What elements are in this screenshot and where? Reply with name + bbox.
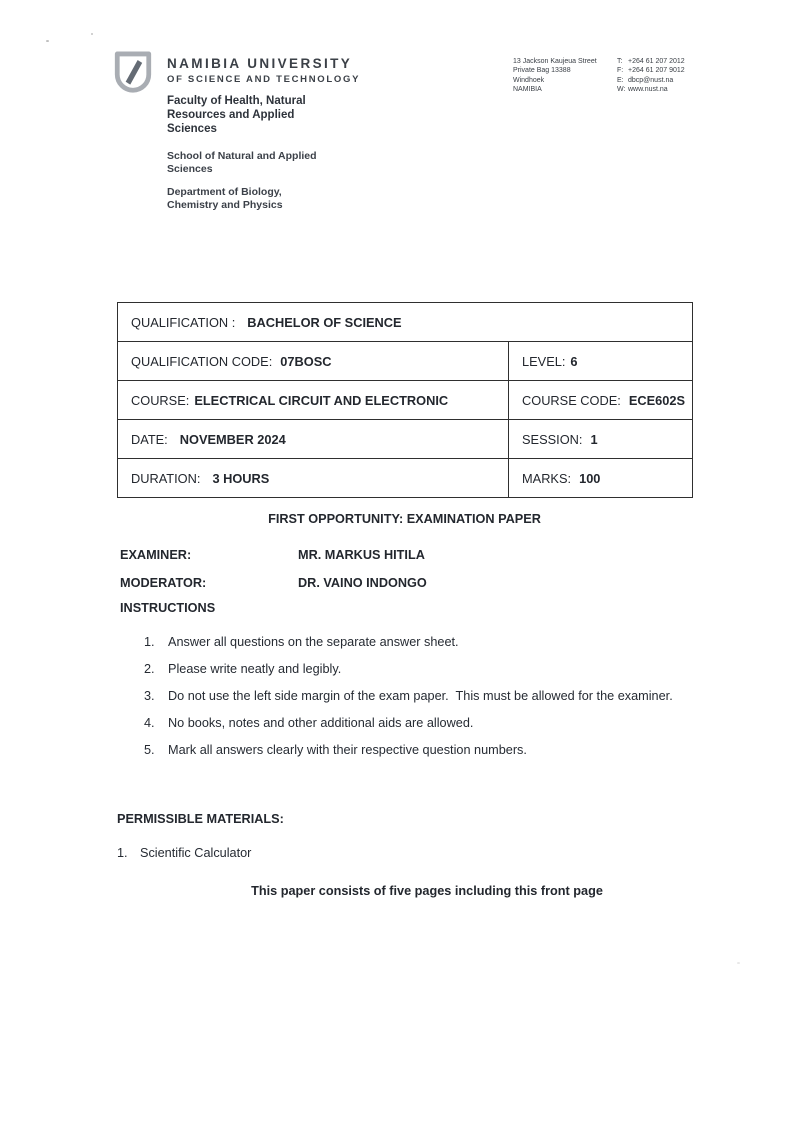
cell-duration [118, 459, 509, 498]
cell-qualification [118, 303, 693, 342]
session-label: SESSION: [522, 431, 583, 447]
department-name [167, 186, 283, 212]
address-line: 13 Jackson Kaujeua Street [513, 58, 597, 65]
school-name [167, 150, 317, 176]
contact-row [617, 57, 707, 66]
cell-date [118, 420, 509, 459]
instruction-item [144, 737, 690, 764]
instruction-item [144, 710, 690, 737]
material-text: Scientific Calculator [140, 846, 252, 860]
contact-value: www.nust.na [628, 86, 668, 94]
cell-course [118, 381, 509, 420]
instruction-number: 1. [144, 635, 155, 649]
marks-label: MARKS: [522, 470, 572, 486]
instruction-text: Answer all questions on the separate answer sheet. [168, 635, 459, 649]
exam-info-table-wrap [117, 302, 693, 498]
qualification-code-label: QUALIFICATION CODE: [131, 353, 273, 369]
marks-value: 100 [579, 470, 601, 486]
address-line: Windhoek [513, 76, 545, 84]
school-line: Sciences [167, 163, 213, 175]
contact-block [617, 57, 707, 95]
nust-logo-icon [112, 50, 154, 97]
contact-value: +264 61 207 2012 [628, 58, 685, 65]
page-count-note: This paper consists of five pages including this front page [251, 884, 603, 898]
table-row-duration-marks [118, 459, 693, 498]
duration-value: 3 HOURS [212, 470, 270, 486]
address-line: Private Bag 13388 [513, 67, 571, 75]
scan-speck [46, 40, 49, 42]
table-row-code-level [118, 342, 693, 381]
faculty-line: Faculty of Health, Natural [167, 95, 306, 107]
date-value: NOVEMBER 2024 [179, 431, 286, 447]
scan-speck [91, 33, 93, 35]
contact-row [617, 76, 707, 85]
course-label: COURSE: [131, 392, 190, 408]
nust-logo [112, 50, 154, 97]
material-item [117, 846, 251, 860]
faculty-line: Sciences [167, 123, 217, 135]
duration-label: DURATION: [131, 470, 201, 486]
contact-label: W: [617, 86, 626, 94]
instruction-text: Do not use the left side margin of the exam paper. This must be allowed for the examiner. [168, 689, 673, 703]
cell-level [509, 342, 693, 381]
permissible-materials-title: PERMISSIBLE MATERIALS: [117, 812, 284, 826]
contact-row [617, 66, 707, 75]
course-code-label: COURSE CODE: [522, 392, 621, 408]
moderator-row [120, 576, 427, 590]
examiner-label: EXAMINER: [120, 548, 192, 562]
scan-speck [737, 962, 740, 964]
department-line: Chemistry and Physics [167, 199, 283, 211]
instruction-number: 5. [144, 743, 155, 757]
level-label: LEVEL: [522, 353, 566, 369]
material-number: 1. [117, 846, 128, 860]
cell-session [509, 420, 693, 459]
course-code-value: ECE602S [628, 392, 686, 408]
instructions-list [144, 629, 690, 764]
qualification-value: BACHELOR OF SCIENCE [247, 314, 402, 330]
examiner-row [120, 548, 425, 562]
table-row-qualification [118, 303, 693, 342]
moderator-label: MODERATOR: [120, 576, 207, 590]
table-row-date-session [118, 420, 693, 459]
instruction-number: 2. [144, 662, 155, 676]
instruction-text: No books, notes and other additional aids are allowed. [168, 716, 474, 730]
university-name [167, 56, 360, 85]
department-line: Department of Biology, [167, 186, 282, 198]
cell-qualification-code [118, 342, 509, 381]
address-line: NAMIBIA [513, 86, 542, 94]
instruction-text: Mark all answers clearly with their respective question numbers. [168, 743, 527, 757]
instruction-item [144, 683, 690, 710]
level-value: 6 [570, 353, 578, 369]
faculty-name [167, 94, 306, 136]
moderator-value: DR. VAINO INDONGO [298, 576, 427, 590]
cell-course-code [509, 381, 693, 420]
faculty-line: Resources and Applied [167, 109, 295, 121]
contact-value: dbcp@nust.na [628, 76, 674, 84]
session-value: 1 [590, 431, 598, 447]
instruction-item [144, 656, 690, 683]
university-name-line2: OF SCIENCE AND TECHNOLOGY [167, 74, 361, 85]
instruction-item [144, 629, 690, 656]
examiner-value: MR. MARKUS HITILA [298, 548, 425, 562]
qualification-code-value: 07BOSC [280, 353, 332, 369]
contact-label: T: [617, 58, 623, 65]
address-block [513, 57, 613, 95]
university-name-line1: NAMIBIA UNIVERSITY [167, 56, 353, 71]
exam-paper-heading: FIRST OPPORTUNITY: EXAMINATION PAPER [268, 512, 541, 526]
contact-label: E: [617, 76, 624, 84]
instruction-text: Please write neatly and legibly. [168, 662, 342, 676]
instruction-number: 4. [144, 716, 155, 730]
cell-marks [509, 459, 693, 498]
course-value: ELECTRICAL CIRCUIT AND ELECTRONIC [194, 392, 449, 408]
contact-value: +264 61 207 9012 [628, 67, 685, 75]
contact-row [617, 85, 707, 94]
contact-label: F: [617, 67, 624, 75]
table-row-course [118, 381, 693, 420]
school-line: School of Natural and Applied [167, 150, 317, 162]
date-label: DATE: [131, 431, 168, 447]
instructions-title: INSTRUCTIONS [120, 601, 216, 615]
exam-info-table [117, 302, 693, 498]
qualification-label: QUALIFICATION : [131, 314, 236, 330]
instruction-number: 3. [144, 689, 155, 703]
